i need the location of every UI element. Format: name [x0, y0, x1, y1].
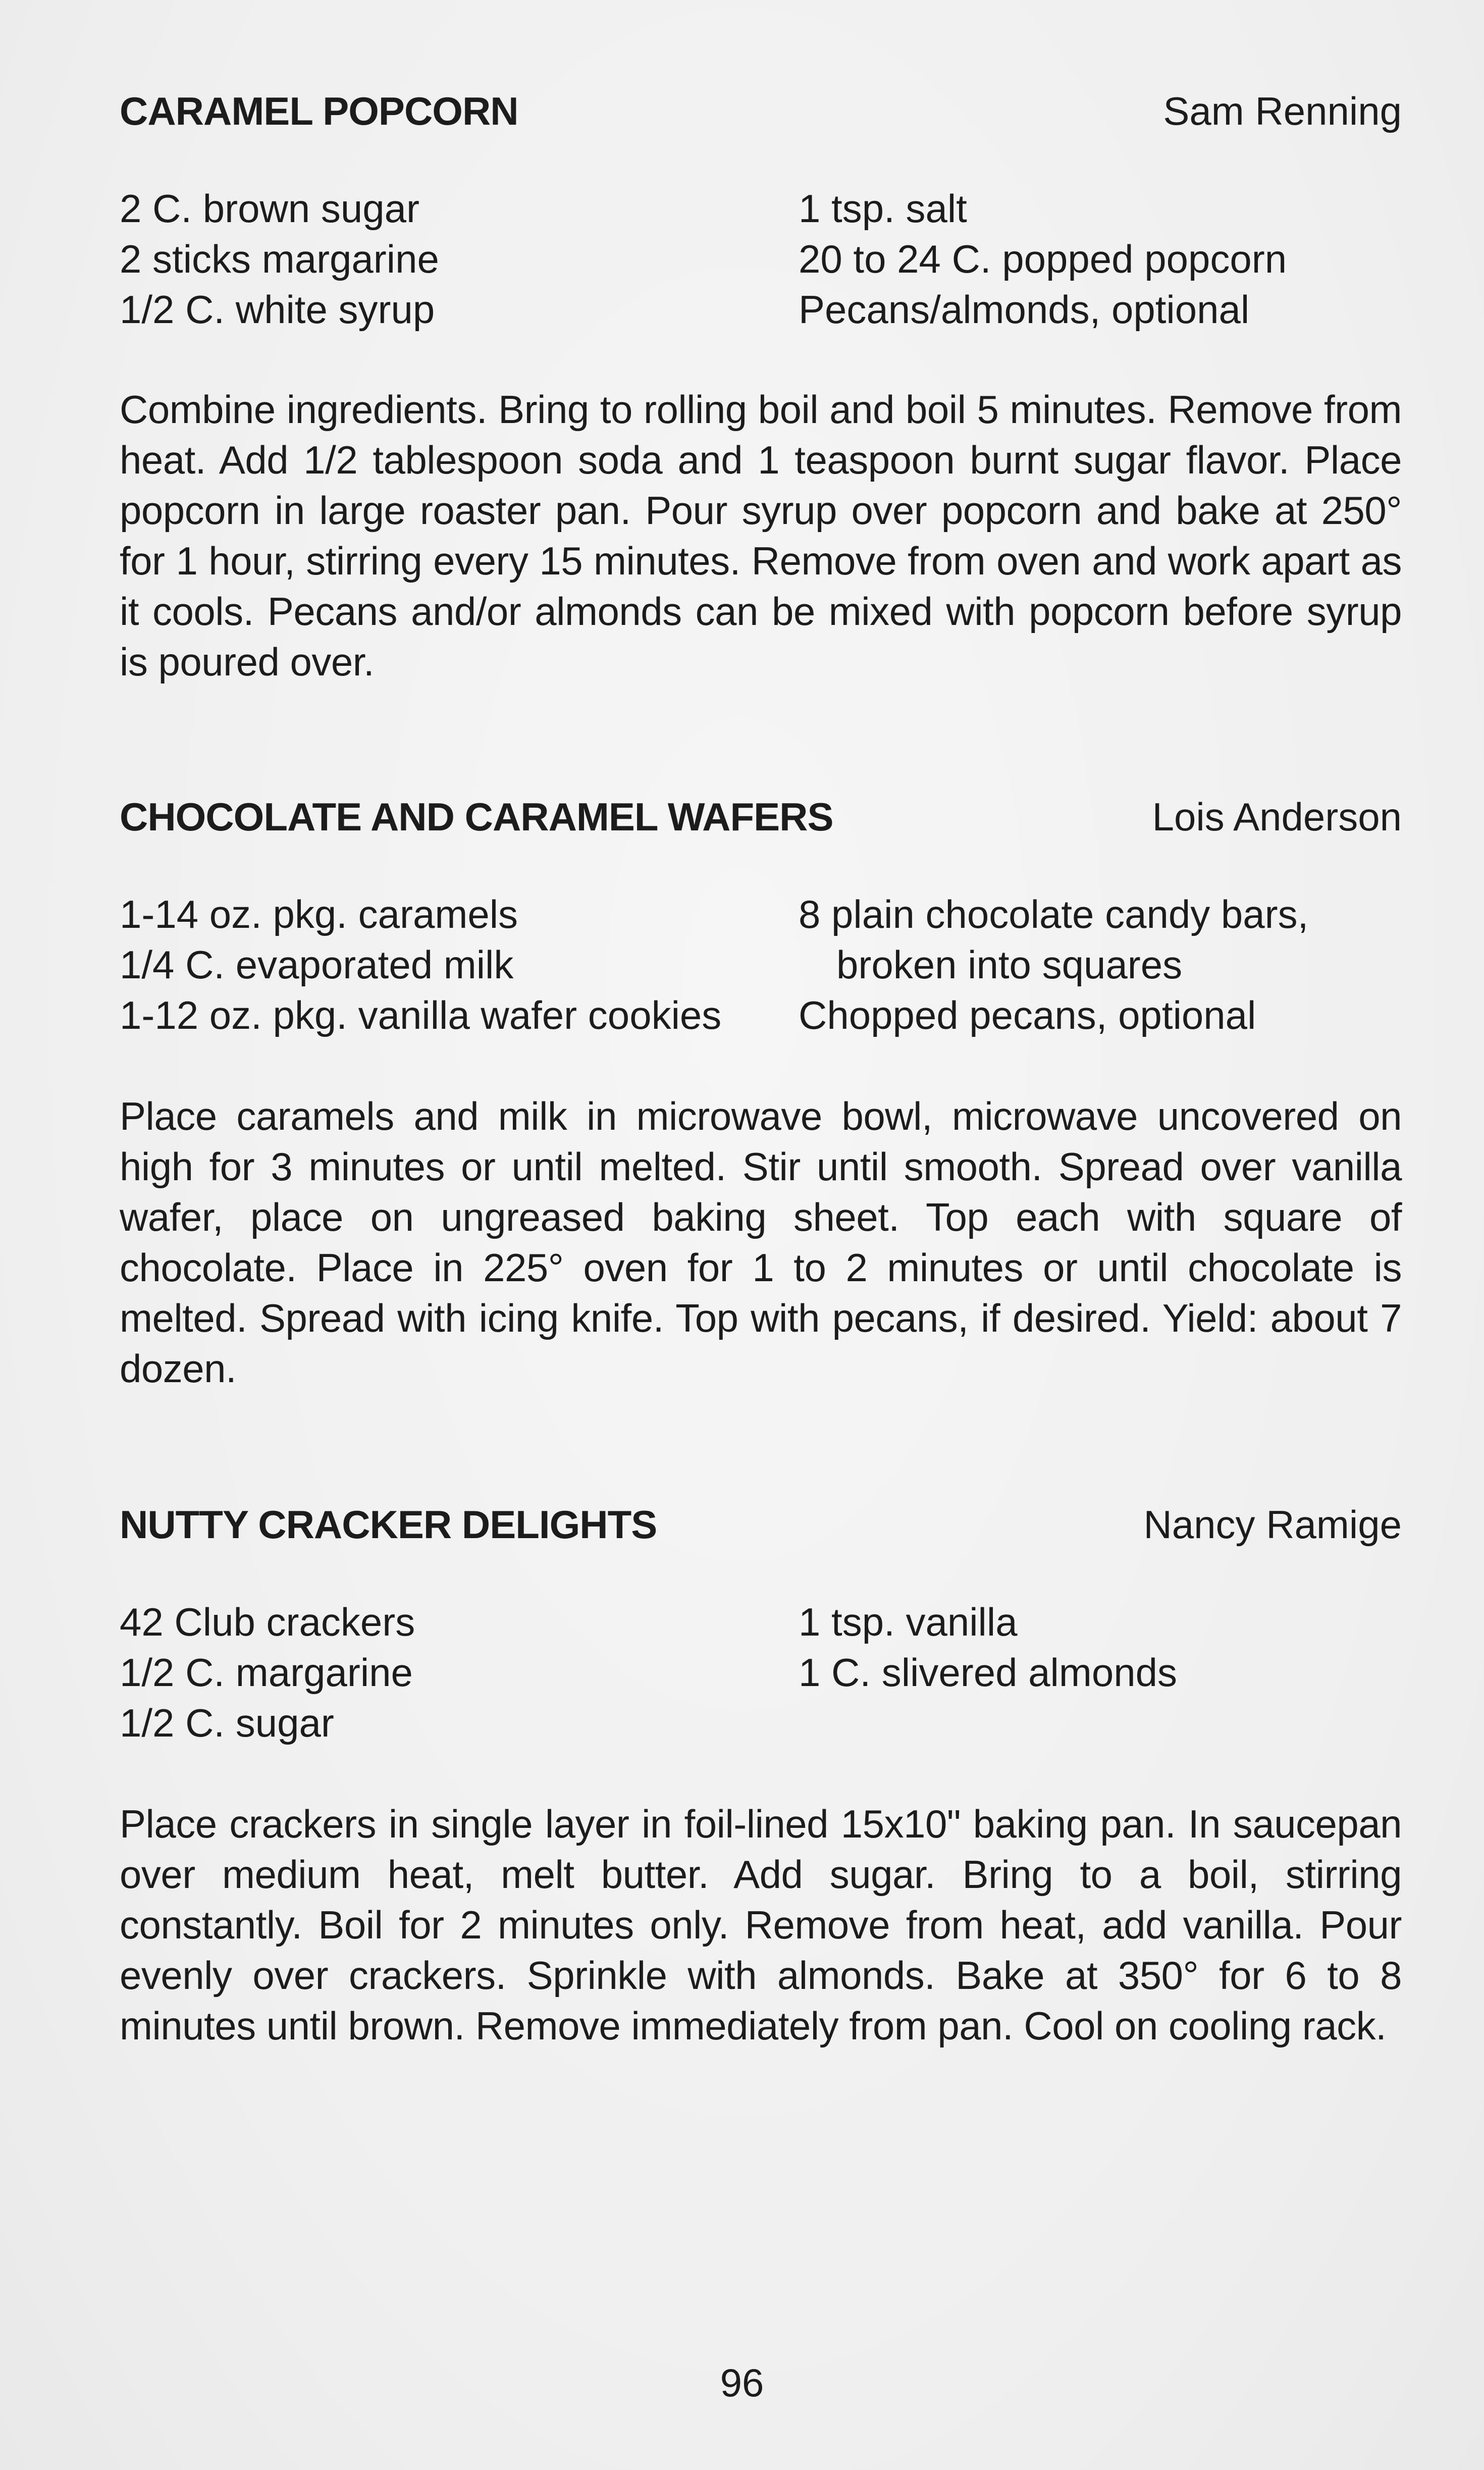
ingredient: Pecans/almonds, optional [799, 287, 1250, 332]
recipe-title: CHOCOLATE AND CARAMEL WAFERS [120, 795, 833, 839]
recipe-title: NUTTY CRACKER DELIGHTS [120, 1502, 657, 1547]
recipe-caramel-popcorn [120, 83, 1402, 687]
ingredients-right-column [799, 1597, 1404, 1698]
ingredient: 1/2 C. white syrup [120, 287, 435, 332]
ingredients-list [120, 1597, 1402, 1748]
ingredient: 2 C. brown sugar [120, 186, 419, 231]
ingredient: 1/4 C. evaporated milk [120, 942, 514, 987]
recipe-author: Nancy Ramige [1143, 1502, 1402, 1547]
ingredient: 1 tsp. vanilla [799, 1600, 1018, 1644]
recipe-header [120, 789, 1402, 845]
recipe-author: Sam Renning [1163, 89, 1402, 133]
page-number: 96 [720, 2360, 764, 2405]
recipe-header [120, 1497, 1402, 1552]
ingredients-left-column [120, 889, 791, 1040]
ingredient: 1/2 C. margarine [120, 1650, 413, 1695]
recipe-chocolate-caramel-wafers [120, 789, 1402, 1394]
recipe-nutty-cracker-delights [120, 1497, 1402, 2051]
ingredient: Chopped pecans, optional [799, 993, 1256, 1037]
ingredients-right-column [799, 183, 1404, 335]
recipe-author: Lois Anderson [1152, 795, 1402, 839]
ingredient: 42 Club crackers [120, 1600, 415, 1644]
ingredients-list [120, 183, 1402, 335]
ingredients-list [120, 889, 1402, 1040]
ingredient: 8 plain chocolate candy bars, [799, 892, 1309, 936]
ingredients-right-column [799, 889, 1404, 1040]
recipe-directions: Place caramels and milk in microwave bowl, microwave uncovered on high for 3 minutes or until melted. Stir until smooth. Spread over vanilla wafer, place on ungreased baking sheet. Top each with square of chocolate. Place in 225° oven for 1 to 2 minutes or until chocolate is melted. Spread with icing knife. Top with pecans, if desired. Yield: about 7 dozen. [120, 1094, 1402, 1391]
ingredient: broken into squares [836, 942, 1183, 987]
ingredient: 1/2 C. sugar [120, 1701, 334, 1745]
ingredient: 2 sticks margarine [120, 237, 439, 281]
ingredient: 20 to 24 C. popped popcorn [799, 237, 1287, 281]
recipe-directions: Place crackers in single layer in foil-lined 15x10" baking pan. In saucepan over medium heat, melt butter. Add sugar. Bring to a boil, stirring constantly. Boil for 2 minutes only. Remove from heat, add vanilla. Pour evenly over crackers. Sprinkle with almonds. Bake at 350° for 6 to 8 minutes until brown. Remove immediately from pan. Cool on cooling rack. [120, 1802, 1402, 2048]
ingredient: 1 C. slivered almonds [799, 1650, 1177, 1695]
ingredients-left-column [120, 183, 791, 335]
recipe-title: CARAMEL POPCORN [120, 89, 518, 133]
ingredient: 1 tsp. salt [799, 186, 967, 231]
recipe-header [120, 83, 1402, 139]
ingredient: 1-14 oz. pkg. caramels [120, 892, 518, 936]
ingredient: 1-12 oz. pkg. vanilla wafer cookies [120, 993, 722, 1037]
ingredients-left-column [120, 1597, 791, 1748]
recipe-directions: Combine ingredients. Bring to rolling boil and boil 5 minutes. Remove from heat. Add 1/2 tablespoon soda and 1 teaspoon burnt sugar flavor. Place popcorn in large roaster pan. Pour syrup over popcorn and bake at 250° for 1 hour, stirring every 15 minutes. Remove from oven and work apart as it cools. Pecans and/or almonds can be mixed with popcorn before syrup is poured over. [120, 387, 1402, 684]
